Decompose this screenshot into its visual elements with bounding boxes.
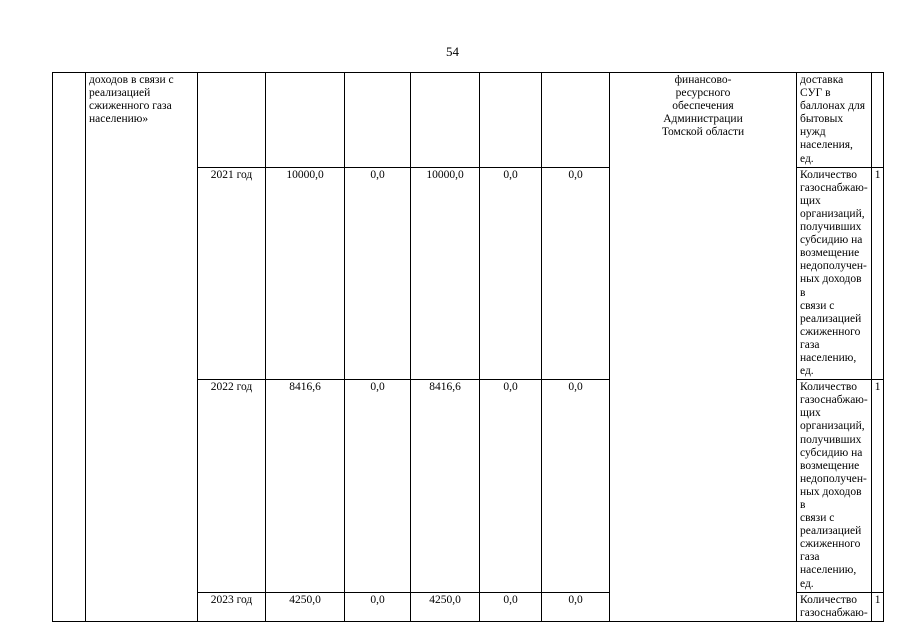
local-cell: 0,0 <box>480 380 542 593</box>
year-cell: 2021 год <box>198 167 266 380</box>
regional-cell <box>411 73 480 168</box>
local-cell <box>480 73 542 168</box>
regional-cell: 10000,0 <box>411 167 480 380</box>
indicator-value-cell: 1 <box>871 592 884 621</box>
indicator-value-cell: 1 <box>871 380 884 593</box>
indicator-cell: Количество газоснабжаю- щих организаций, получивших субсидию на возмещение недополучен- ных доходов в связи с реализацией сжиженного газа населению, ед. <box>797 380 872 593</box>
regional-cell: 4250,0 <box>411 592 480 621</box>
indicator-cell: доставка СУГ в баллонах для бытовых нужд населения, ед. <box>797 73 872 168</box>
federal-cell: 0,0 <box>345 592 411 621</box>
year-cell <box>198 73 266 168</box>
total-cell: 4250,0 <box>266 592 345 621</box>
program-table <box>52 72 884 622</box>
federal-cell: 0,0 <box>345 380 411 593</box>
page-number: 54 <box>446 44 459 59</box>
table-row <box>53 73 884 168</box>
measure-name-cell: доходов в связи с реализацией сжиженного газа населению» <box>86 73 198 622</box>
executor-cell: финансово- ресурсного обеспечения Администрации Томской области <box>610 73 797 622</box>
federal-cell <box>345 73 411 168</box>
indicator-cell: Количество газоснабжаю- щих организаций, получивших субсидию на возмещение недополучен- ных доходов в связи с реализацией сжиженного газа населению, ед. <box>797 167 872 380</box>
other-cell <box>542 73 610 168</box>
other-cell: 0,0 <box>542 592 610 621</box>
row-number-cell <box>53 73 86 622</box>
other-cell: 0,0 <box>542 380 610 593</box>
year-cell: 2022 год <box>198 380 266 593</box>
year-cell: 2023 год <box>198 592 266 621</box>
other-cell: 0,0 <box>542 167 610 380</box>
regional-cell: 8416,6 <box>411 380 480 593</box>
total-cell: 8416,6 <box>266 380 345 593</box>
indicator-value-cell <box>871 73 884 168</box>
federal-cell: 0,0 <box>345 167 411 380</box>
indicator-value-cell: 1 <box>871 167 884 380</box>
local-cell: 0,0 <box>480 167 542 380</box>
indicator-cell: Количество газоснабжаю- <box>797 592 872 621</box>
total-cell: 10000,0 <box>266 167 345 380</box>
local-cell: 0,0 <box>480 592 542 621</box>
total-cell <box>266 73 345 168</box>
